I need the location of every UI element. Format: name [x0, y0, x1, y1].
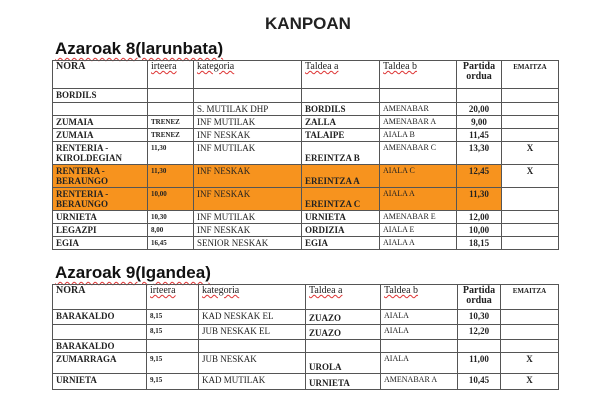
header-taldea_b: Taldea b	[380, 61, 457, 89]
header-nora: NORA	[53, 61, 148, 89]
table-row	[53, 340, 559, 353]
header-partida: Partida ordua	[457, 61, 502, 89]
header-row	[53, 61, 559, 89]
cell-nora: ZUMARRAGA	[53, 353, 147, 374]
cell-b: AMENABAR E	[380, 211, 457, 224]
table-row	[53, 353, 559, 374]
cell-emaitza	[502, 103, 559, 116]
cell-irteera: 8,15	[147, 310, 199, 325]
cell-nora: BARAKALDO	[53, 340, 147, 353]
cell-emaitza: X	[502, 165, 559, 188]
cell-a: EGIA	[302, 237, 380, 250]
cell-ordua: 12,00	[457, 211, 502, 224]
cell-emaitza	[501, 310, 559, 325]
cell-irteera	[148, 103, 194, 116]
header-taldea_a: Taldea a	[302, 61, 380, 89]
cell-irteera: 11,30	[148, 165, 194, 188]
cell-irteera: 10,30	[148, 211, 194, 224]
cell-nora: RENTERIA - BERAUNGO	[53, 188, 148, 211]
cell-a: TALAIPE	[302, 129, 380, 142]
cell-ordua: 12,45	[457, 165, 502, 188]
header-kategoria: kategoria	[194, 61, 302, 89]
cell-kategoria: INF NESKAK	[194, 188, 302, 211]
cell-b: AMENABAR C	[380, 142, 457, 165]
cell-kategoria: INF NESKAK	[194, 224, 302, 237]
cell-nora: ZUMAIA	[53, 129, 148, 142]
cell-ordua: 18,15	[457, 237, 502, 250]
cell-nora: BORDILS	[53, 89, 148, 103]
cell-a: EREINTZA C	[302, 188, 380, 211]
cell-irteera: TRENEZ	[148, 116, 194, 129]
cell-b: AMENABAR A	[380, 116, 457, 129]
day2-schedule-table	[52, 284, 559, 390]
table-row	[53, 211, 559, 224]
cell-ordua	[458, 340, 501, 353]
cell-emaitza	[501, 340, 559, 353]
header-emaitza: EMAITZA	[502, 61, 559, 89]
cell-emaitza	[502, 129, 559, 142]
cell-b: AIALA	[381, 353, 458, 374]
cell-a: ZUAZO	[306, 325, 381, 340]
cell-kategoria: INF MUTILAK	[194, 211, 302, 224]
table-row	[53, 142, 559, 165]
cell-a	[306, 340, 381, 353]
cell-nora: ZUMAIA	[53, 116, 148, 129]
page-title: KANPOAN	[265, 14, 351, 33]
cell-kategoria: INF MUTILAK	[194, 142, 302, 165]
table-row	[53, 165, 559, 188]
cell-a: URNIETA	[302, 211, 380, 224]
header-partida: Partida ordua	[458, 285, 501, 310]
cell-kategoria: INF NESKAK	[194, 129, 302, 142]
table-row	[53, 188, 559, 211]
cell-nora: LEGAZPI	[53, 224, 148, 237]
cell-b: AIALA C	[380, 165, 457, 188]
cell-nora: RENTERIA - KIROLDEGIAN	[53, 142, 148, 165]
cell-b: AMENABAR	[380, 103, 457, 116]
cell-ordua: 9,00	[457, 116, 502, 129]
cell-emaitza: X	[501, 374, 559, 390]
cell-kategoria: JUB NESKAK	[199, 353, 306, 374]
cell-ordua: 11,00	[458, 353, 501, 374]
cell-nora	[53, 103, 148, 116]
cell-nora: URNIETA	[53, 374, 147, 390]
table-row	[53, 89, 559, 103]
cell-emaitza	[501, 325, 559, 340]
table-row	[53, 129, 559, 142]
cell-irteera: 10,00	[148, 188, 194, 211]
day2-heading: Azaroak 9(Igandea)	[55, 263, 211, 282]
cell-kategoria: SENIOR NESKAK	[194, 237, 302, 250]
cell-ordua: 10,45	[458, 374, 501, 390]
cell-kategoria	[199, 340, 306, 353]
cell-a: ZALLA	[302, 116, 380, 129]
day1-heading: Azaroak 8(larunbata)	[55, 39, 224, 58]
cell-kategoria: JUB NESKAK EL	[199, 325, 306, 340]
cell-irteera: 8,15	[147, 325, 199, 340]
cell-irteera: TRENEZ	[148, 129, 194, 142]
cell-emaitza	[502, 116, 559, 129]
table-row	[53, 310, 559, 325]
cell-b: AIALA	[381, 310, 458, 325]
cell-ordua: 11,45	[457, 129, 502, 142]
cell-b: AIALA A	[380, 188, 457, 211]
cell-kategoria: KAD NESKAK EL	[199, 310, 306, 325]
cell-a: EREINTZA B	[302, 142, 380, 165]
cell-a: URNIETA	[306, 374, 381, 390]
cell-nora	[53, 325, 147, 340]
cell-ordua	[457, 89, 502, 103]
cell-kategoria: INF NESKAK	[194, 165, 302, 188]
cell-emaitza	[502, 224, 559, 237]
cell-a: ORDIZIA	[302, 224, 380, 237]
cell-ordua: 20,00	[457, 103, 502, 116]
cell-ordua: 10,00	[457, 224, 502, 237]
cell-b: AIALA A	[380, 237, 457, 250]
cell-emaitza	[502, 237, 559, 250]
table-row	[53, 116, 559, 129]
cell-nora: EGIA	[53, 237, 148, 250]
cell-irteera	[148, 89, 194, 103]
cell-a: BORDILS	[302, 103, 380, 116]
cell-emaitza: X	[501, 353, 559, 374]
cell-emaitza	[502, 188, 559, 211]
header-irteera: irteera	[148, 61, 194, 89]
cell-emaitza	[502, 89, 559, 103]
header-emaitza: EMAITZA	[501, 285, 559, 310]
cell-nora: RENTERA - BERAUNGO	[53, 165, 148, 188]
cell-ordua: 12,20	[458, 325, 501, 340]
cell-ordua: 11,30	[457, 188, 502, 211]
header-kategoria: kategoria	[199, 285, 306, 310]
cell-irteera: 8,00	[148, 224, 194, 237]
cell-b: AIALA	[381, 325, 458, 340]
cell-nora: URNIETA	[53, 211, 148, 224]
table-row	[53, 374, 559, 390]
cell-a	[302, 89, 380, 103]
table-row	[53, 103, 559, 116]
cell-a: EREINTZA A	[302, 165, 380, 188]
cell-emaitza: X	[502, 142, 559, 165]
header-nora: NORA	[53, 285, 147, 310]
cell-nora: BARAKALDO	[53, 310, 147, 325]
header-row	[53, 285, 559, 310]
table-row	[53, 325, 559, 340]
cell-b: AIALA B	[380, 129, 457, 142]
cell-b: AIALA E	[380, 224, 457, 237]
cell-b: AMENABAR A	[381, 374, 458, 390]
cell-irteera	[147, 340, 199, 353]
header-taldea_b: Taldea b	[381, 285, 458, 310]
cell-kategoria: S. MUTILAK DHP	[194, 103, 302, 116]
cell-b	[381, 340, 458, 353]
day1-schedule-table	[52, 60, 559, 250]
cell-irteera: 11,30	[148, 142, 194, 165]
cell-ordua: 10,30	[458, 310, 501, 325]
cell-irteera: 9,15	[147, 353, 199, 374]
header-taldea_a: Taldea a	[306, 285, 381, 310]
cell-kategoria	[194, 89, 302, 103]
cell-a: ZUAZO	[306, 310, 381, 325]
table-row	[53, 224, 559, 237]
cell-b	[380, 89, 457, 103]
cell-irteera: 16,45	[148, 237, 194, 250]
cell-emaitza	[502, 211, 559, 224]
cell-irteera: 9,15	[147, 374, 199, 390]
table-row	[53, 237, 559, 250]
header-irteera: irteera	[147, 285, 199, 310]
cell-kategoria: INF MUTILAK	[194, 116, 302, 129]
cell-ordua: 13,30	[457, 142, 502, 165]
cell-kategoria: KAD MUTILAK	[199, 374, 306, 390]
cell-a: UROLA	[306, 353, 381, 374]
